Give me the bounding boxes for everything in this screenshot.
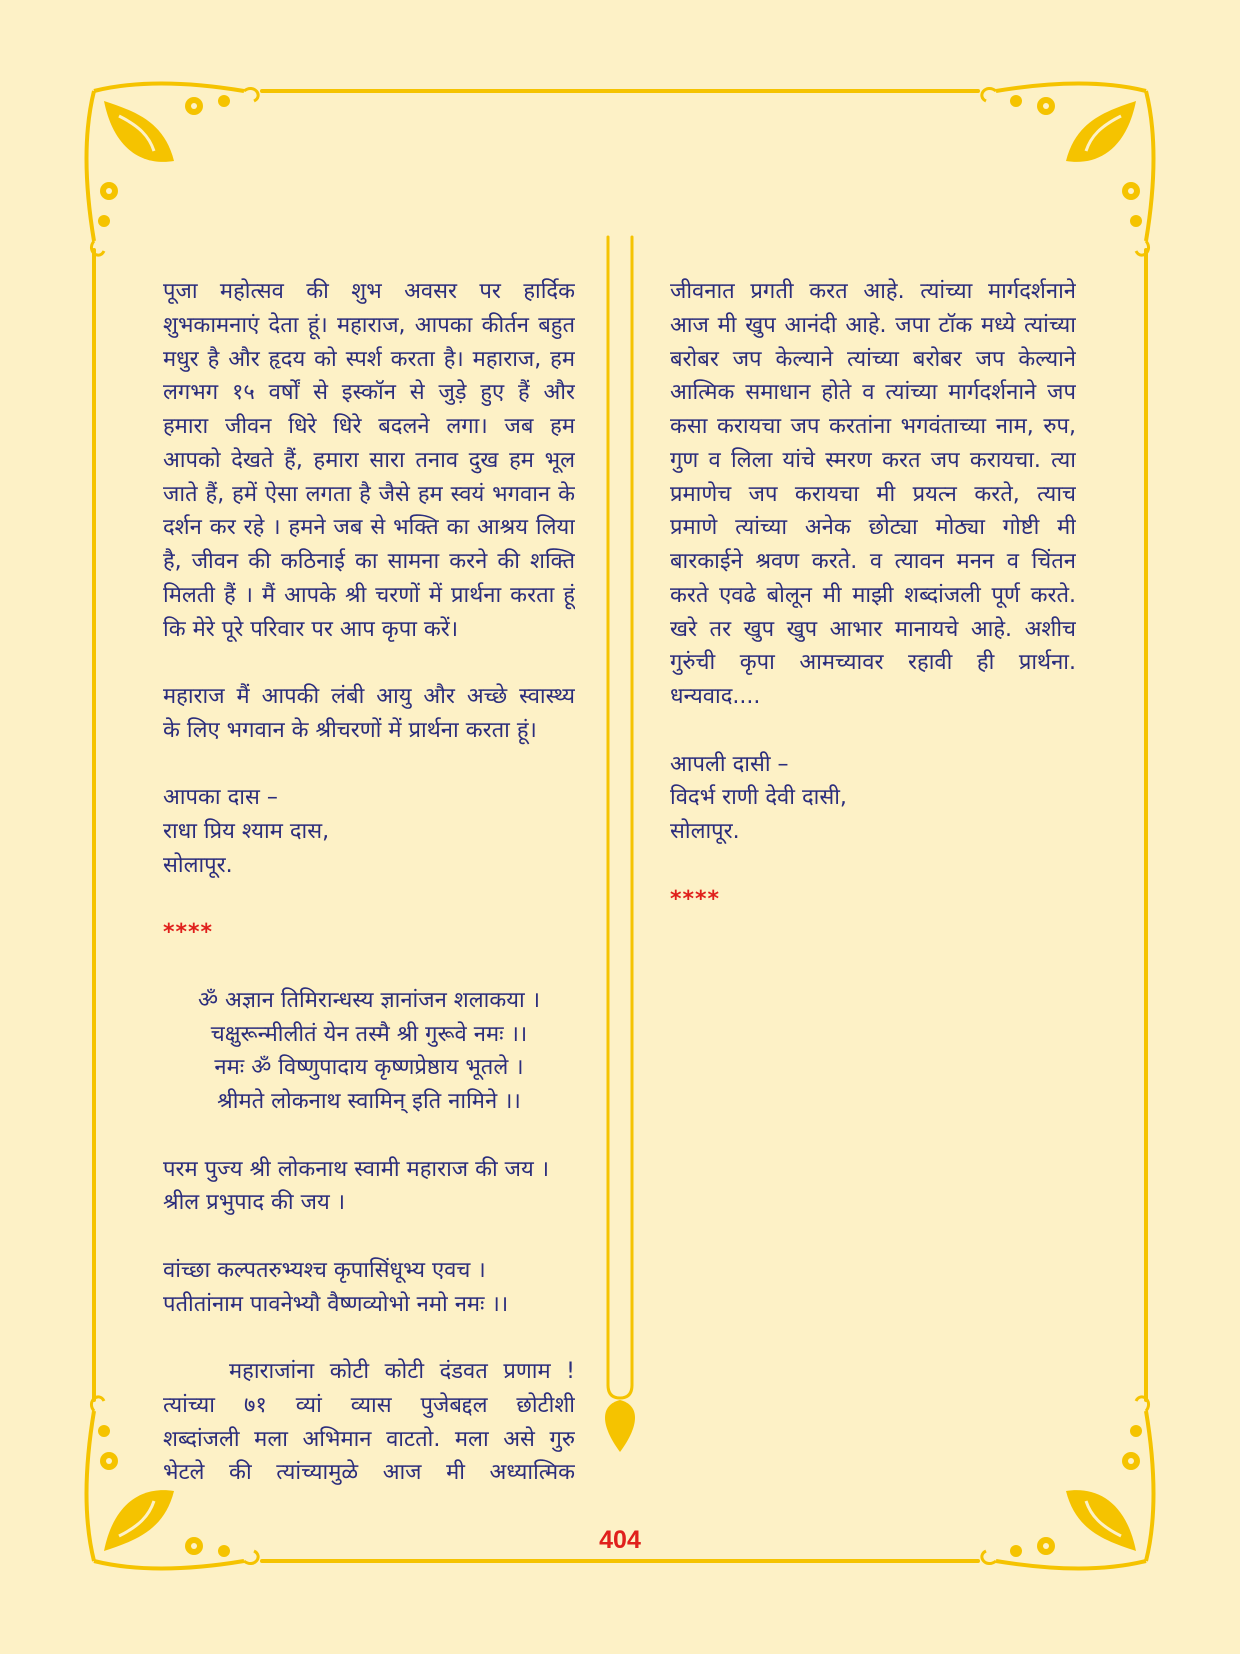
paragraph-line: जीवनात प्रगती करत आहे. त्यांच्या मार्गदर्शनाने (670, 279, 1076, 304)
paragraph-line: महाराज मैं आपकी लंबी आयु और अच्छे स्वास्थ्य (163, 684, 575, 709)
paragraph-line: प्रमाणेच जप करायचा मी प्रयत्न करते, त्याच (670, 481, 1076, 507)
paragraph-line: शुभकामनाएं देता हूं। महाराज, आपका कीर्तन बहुत (163, 312, 575, 338)
blank-line (163, 646, 575, 680)
signature-line: वांच्छा कल्पतरुभ्यश्च कृपासिंधूभ्य एवच । (163, 1257, 486, 1283)
blank-line (163, 1220, 575, 1254)
verse-line: श्रीमते लोकनाथ स्वामिन् इति नामिने ।। (217, 1089, 521, 1114)
page-number: 404 (599, 1526, 641, 1554)
corner-ornament-bottom-right (982, 1397, 1154, 1569)
paragraph-line: बरोबर जप केल्याने त्यांच्या बरोबर जप केल्याने (670, 346, 1076, 372)
verse-line: चक्षुरून्मीलीतं येन तस्मै श्री गुरूवे नमः ।। (210, 1021, 528, 1047)
paragraph-line: बारकाईने श्रवण करते. व त्यावन मनन व चिंतन (670, 549, 1076, 574)
paragraph-line: आज मी खुप आनंदी आहे. जपा टॉक मध्ये त्यांच्या (670, 312, 1076, 338)
paragraph-line: गुरुंची कृपा आमच्यावर रहावी ही प्रार्थना. (670, 650, 1076, 676)
blank-line (163, 883, 575, 917)
paragraph-line: कि मेरे पूरे परिवार पर आप कृपा करें। (163, 616, 459, 642)
paragraph-line: हमारा जीवन धिरे धिरे बदलने लगा। जब हम (163, 414, 575, 439)
right-column (670, 275, 1076, 916)
continued-line: भेटले की त्यांच्यामुळे आज मी अध्यात्मिक (163, 1460, 575, 1486)
paragraph-line: मधुर है और हृदय को स्पर्श करता है। महाराज, हम (163, 346, 575, 372)
paragraph-line: आत्मिक समाधान होते व त्यांच्या मार्गदर्शनाने जप (670, 380, 1076, 406)
corner-ornament-top-left (87, 84, 259, 256)
paragraph-line: लगभग १५ वर्षों से इस्कॉन से जुड़े हुए हैं और (163, 380, 575, 406)
paragraph-line: कसा करायचा जप करतांना भगवंताच्या नाम, रुप, (670, 414, 1076, 439)
paragraph-line: के लिए भगवान के श्रीचरणों में प्रार्थना करता हूं। (163, 717, 537, 743)
blank-line (163, 748, 575, 782)
section-separator-stars: **** (163, 920, 214, 946)
signature-line: आपली दासी – (670, 751, 789, 777)
left-column (163, 275, 575, 1490)
paragraph-line: करते एवढे बोलून मी माझी शब्दांजली पूर्ण करते. (670, 582, 1076, 608)
blank-line (163, 950, 575, 984)
blank-line (163, 1321, 575, 1355)
paragraph-line: दर्शन कर रहे । हमने जब से भक्ति का आश्रय लिया (163, 515, 575, 541)
verse-line: नमः ॐ विष्णुपादाय कृष्णप्रेष्ठाय भूतले । (214, 1055, 524, 1081)
signature-line: राधा प्रिय श्याम दास, (163, 819, 330, 844)
signature-line: श्रील प्रभुपाद की जय । (163, 1190, 346, 1216)
paragraph-line: आपको देखते हैं, हमारा सारा तनाव दुख हम भूल (163, 447, 575, 473)
continued-line: महाराजांना कोटी कोटी दंडवत प्रणाम ! (229, 1359, 575, 1384)
signature-line: पतीतांनाम पावनेभ्यौ वैष्णव्योभो नमो नमः ।। (163, 1291, 509, 1317)
signature-line: सोलापूर. (163, 852, 233, 878)
continued-line: त्यांच्या ७१ व्यां व्यास पुजेबद्दल छोटीशी (163, 1392, 575, 1418)
paragraph-line: है, जीवन की कठिनाई का सामना करने की शक्ति (163, 549, 575, 574)
divider-drop-ornament (605, 1400, 635, 1452)
paragraph-line: प्रमाणे त्यांच्या अनेक छोट्या मोठ्या गोष्टी मी (670, 515, 1076, 541)
section-separator-stars: **** (670, 886, 721, 912)
signature-line: सोलापूर. (670, 819, 740, 844)
signature-line: विदर्भ राणी देवी दासी, (670, 785, 847, 811)
paragraph-line: पूजा महोत्सव की शुभ अवसर पर हार्दिक (163, 279, 575, 304)
corner-ornament-top-right (982, 84, 1154, 256)
verse-line: ॐ अज्ञान तिमिरान्धस्य ज्ञानांजन शलाकया । (197, 987, 541, 1013)
signature-line: परम पुज्य श्री लोकनाथ स्वामी महाराज की जय । (163, 1156, 550, 1182)
blank-line (163, 1119, 575, 1153)
blank-line (670, 714, 1076, 748)
paragraph-line: जाते हैं, हमें ऐसा लगता है जैसे हम स्वयं भगवान के (163, 481, 575, 507)
signature-line: आपका दास – (163, 785, 278, 811)
paragraph-line: खरे तर खुप खुप आभार मानायचे आहे. अशीच (670, 616, 1076, 642)
continued-line: शब्दांजली मला अभिमान वाटतो. मला असे गुरु (163, 1426, 575, 1452)
paragraph-line: धन्यवाद.... (670, 684, 761, 709)
blank-line (670, 849, 1076, 883)
paragraph-line: मिलती हैं । मैं आपके श्री चरणों में प्रार्थना करता हूं (163, 582, 575, 608)
paragraph-line: गुण व लिला यांचे स्मरण करत जप करायचा. त्या (670, 447, 1076, 473)
